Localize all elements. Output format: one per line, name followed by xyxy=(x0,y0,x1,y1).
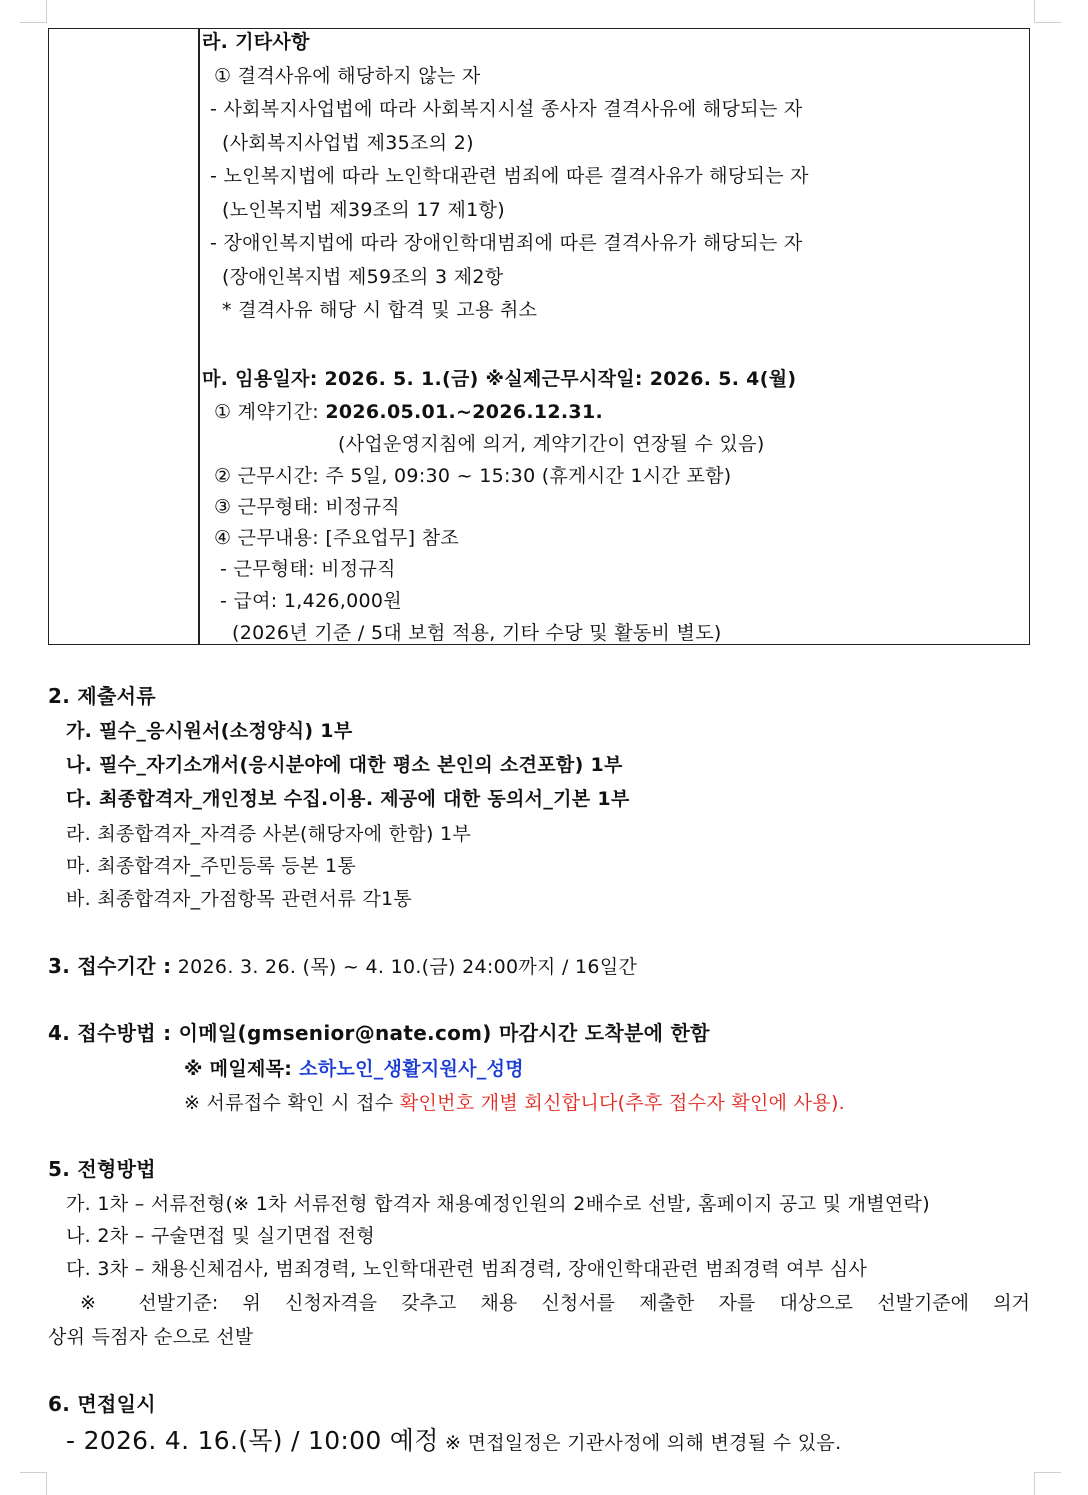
ra-item: - 장애인복지법에 따라 장애인학대범죄에 따른 결격사유가 해당되는 자 xyxy=(210,232,803,254)
section-5-title: 5. 전형방법 xyxy=(48,1157,156,1181)
mail-subject-value: 소하노인_생활지원사_성명 xyxy=(299,1058,524,1080)
ma-contract-line xyxy=(214,399,603,425)
ra-item: (노인복지법 제39조의 17 제1항) xyxy=(222,199,505,221)
mail-subject-line xyxy=(184,1056,524,1082)
ma-contract-value: 2026.05.01.~2026.12.31. xyxy=(325,401,603,423)
selection-step: 다. 3차 – 채용신체검사, 범죄경력, 노인학대관련 범죄경력, 장애인학대관련 범죄경력 여부 심사 xyxy=(66,1258,868,1280)
ma-item: - 근무형태: 비정규직 xyxy=(220,558,396,580)
ra-item: - 노인복지법에 따라 노인학대관련 범죄에 따른 결격사유가 해당되는 자 xyxy=(210,165,809,187)
section-3-line xyxy=(48,953,637,980)
section-ma-title: 마. 임용일자: 2026. 5. 1.(금) ※실제근무시작일: 2026. 5. 4(월) xyxy=(202,368,797,390)
receipt-note-red: 확인번호 개별 회신합니다(추후 접수자 확인에 사용). xyxy=(399,1092,846,1114)
interview-date: - 2026. 4. 16.(목) / 10:00 예정 xyxy=(66,1426,439,1455)
ma-item: ④ 근무내용: [주요업무] 참조 xyxy=(214,527,460,549)
ma-item: ③ 근무형태: 비정규직 xyxy=(214,496,400,518)
final-document: 라. 최종합격자_자격증 사본(해당자에 한함) 1부 xyxy=(66,823,472,845)
required-document: 나. 필수_자기소개서(응시분야에 대한 평소 본인의 소견포함) 1부 xyxy=(66,754,623,776)
ma-contract-label: ① 계약기간: xyxy=(214,401,326,423)
ra-item: (사회복지사업법 제35조의 2) xyxy=(222,132,474,154)
selection-step: 가. 1차 – 서류전형(※ 1차 서류전형 합격자 채용예정인원의 2배수로 선발, 홈페이지 공고 및 개별연락) xyxy=(66,1193,930,1215)
final-document: 마. 최종합격자_주민등록 등본 1통 xyxy=(66,855,357,877)
selection-criteria-line2: 상위 득점자 순으로 선발 xyxy=(48,1326,254,1348)
table-column-divider xyxy=(198,29,200,644)
ma-item: - 급여: 1,426,000원 xyxy=(220,590,402,612)
crop-mark-top-left xyxy=(20,0,47,23)
section-4-title: 4. 접수방법 : 이메일(gmsenior@nate.com) 마감시간 도착분에 한함 xyxy=(48,1021,710,1045)
section-3-label: 3. 접수기간 : xyxy=(48,954,172,978)
required-document: 가. 필수_응시원서(소정양식) 1부 xyxy=(66,720,353,742)
ra-item: * 결격사유 해당 시 합격 및 고용 취소 xyxy=(222,299,538,321)
mail-subject-label: ※ 메일제목: xyxy=(184,1058,300,1080)
ra-item: - 사회복지사업법에 따라 사회복지시설 종사자 결격사유에 해당되는 자 xyxy=(210,98,803,120)
section-6-title: 6. 면접일시 xyxy=(48,1392,156,1416)
section-2-title: 2. 제출서류 xyxy=(48,684,156,708)
ra-item: ① 결격사유에 해당하지 않는 자 xyxy=(214,65,481,87)
receipt-note-prefix: ※ 서류접수 확인 시 접수 xyxy=(184,1092,400,1114)
final-document: 바. 최종합격자_가점항목 관련서류 각1통 xyxy=(66,888,413,910)
selection-step: 나. 2차 – 구술면접 및 실기면접 전형 xyxy=(66,1225,376,1247)
ma-item: (2026년 기준 / 5대 보험 적용, 기타 수당 및 활동비 별도) xyxy=(232,622,722,644)
ra-item: (장애인복지법 제59조의 3 제2항 xyxy=(222,266,504,288)
interview-note: ※ 면접일정은 기관사정에 의해 변경될 수 있음. xyxy=(438,1432,842,1454)
crop-mark-bottom-right xyxy=(1034,1472,1061,1495)
crop-mark-top-right xyxy=(1034,0,1061,23)
conditions-table xyxy=(48,28,1030,645)
required-document: 다. 최종합격자_개인정보 수집.이용. 제공에 대한 동의서_기본 1부 xyxy=(66,788,630,810)
section-ra-title: 라. 기타사항 xyxy=(202,31,310,53)
interview-line xyxy=(66,1428,841,1456)
ma-contract-note: (사업운영지침에 의거, 계약기간이 연장될 수 있음) xyxy=(338,433,765,455)
section-3-value: 2026. 3. 26. (목) ~ 4. 10.(금) 24:00까지 / 16일간 xyxy=(171,956,638,978)
ma-item: ② 근무시간: 주 5일, 09:30 ~ 15:30 (휴게시간 1시간 포함) xyxy=(214,465,732,487)
receipt-note-line xyxy=(184,1090,845,1116)
crop-mark-bottom-left xyxy=(20,1472,47,1495)
selection-criteria-line1: ※ 선발기준: 위 신청자격을 갖추고 채용 신청서를 제출한 자를 대상으로 선발기준에 의거 xyxy=(80,1292,1030,1314)
